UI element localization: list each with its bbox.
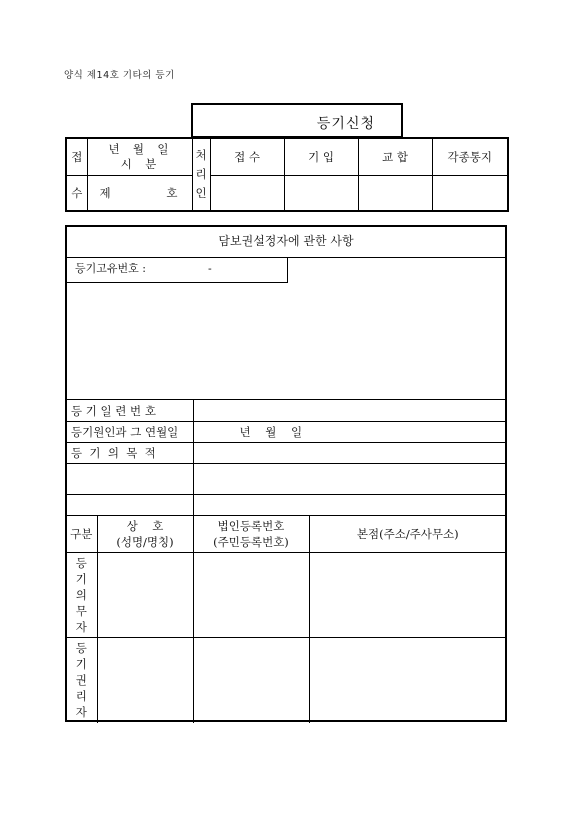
col-check: 교 합 xyxy=(358,138,432,175)
serial-number-field[interactable] xyxy=(193,400,506,422)
obligor-label xyxy=(66,553,97,638)
reception-datetime-cell xyxy=(87,138,192,175)
reception-number-suffix: 호 xyxy=(166,185,178,200)
registration-table xyxy=(66,399,506,516)
reception-field[interactable] xyxy=(210,175,284,211)
col-regno-bottom: (주민등록번호) xyxy=(213,535,289,549)
processor-label xyxy=(192,138,210,211)
col-regno xyxy=(193,516,309,553)
extra-label-1 xyxy=(66,464,193,495)
col-entry: 기 입 xyxy=(284,138,358,175)
col-address: 본점(주소/주사무소) xyxy=(309,516,506,553)
reception-number-label: 제 xyxy=(99,185,111,200)
obligor-char: 의 xyxy=(75,588,87,602)
party-table xyxy=(66,515,506,723)
obligor-char: 자 xyxy=(75,620,87,634)
col-name-top: 상 호 xyxy=(126,519,164,533)
cause-date-value: 년 월 일 xyxy=(239,425,303,439)
main-form xyxy=(65,225,507,722)
reception-number-cell xyxy=(87,175,192,211)
processor-char: 리 xyxy=(195,167,207,181)
title-box xyxy=(191,103,403,137)
holder-char: 자 xyxy=(75,705,87,720)
entry-field[interactable] xyxy=(284,175,358,211)
reception-label-top: 접 xyxy=(66,138,87,175)
obligor-regno-field[interactable] xyxy=(193,553,309,638)
serial-number-label: 등 기 일 련 번 호 xyxy=(66,400,193,422)
holder-label xyxy=(66,638,97,723)
section-header: 담보권설정자에 관한 사항 xyxy=(67,227,505,258)
reception-table xyxy=(65,137,509,212)
unique-number-dash: - xyxy=(208,262,212,275)
holder-address-field[interactable] xyxy=(309,638,506,723)
reception-label-bottom: 수 xyxy=(66,175,87,211)
obligor-address-field[interactable] xyxy=(309,553,506,638)
col-regno-top: 법인등록번호 xyxy=(217,519,285,533)
extra-field-2[interactable] xyxy=(193,495,506,516)
notices-field[interactable] xyxy=(432,175,508,211)
holder-char: 기 xyxy=(75,657,87,672)
col-notices: 각종통지 xyxy=(432,138,508,175)
processor-char: 처 xyxy=(195,148,207,162)
page-title: 등기신청 xyxy=(316,116,375,132)
holder-char: 리 xyxy=(75,689,87,704)
holder-char: 권 xyxy=(75,673,87,688)
holder-regno-field[interactable] xyxy=(193,638,309,723)
purpose-label: 등 기 의 목 적 xyxy=(66,443,193,464)
reception-time: 시 분 xyxy=(120,156,159,171)
col-category: 구분 xyxy=(66,516,97,553)
cause-date-label: 등기원인과 그 연월일 xyxy=(66,422,193,443)
purpose-field[interactable] xyxy=(193,443,506,464)
check-field[interactable] xyxy=(358,175,432,211)
extra-label-2 xyxy=(66,495,193,516)
cause-date-field[interactable] xyxy=(193,422,506,443)
extra-field-1[interactable] xyxy=(193,464,506,495)
obligor-char: 기 xyxy=(75,572,87,586)
obligor-name-field[interactable] xyxy=(97,553,193,638)
holder-name-field[interactable] xyxy=(97,638,193,723)
reception-date: 년 월 일 xyxy=(108,141,171,156)
col-reception: 접 수 xyxy=(210,138,284,175)
col-name-bottom: (성명/명칭) xyxy=(116,535,174,549)
processor-char: 인 xyxy=(195,186,207,200)
holder-char: 등 xyxy=(75,641,87,656)
obligor-char: 등 xyxy=(75,556,87,570)
unique-number-box xyxy=(67,257,288,283)
unique-number-label: 등기고유번호 : xyxy=(75,262,146,275)
form-number: 양식 제14호 기타의 등기 xyxy=(64,70,175,81)
obligor-char: 무 xyxy=(75,604,87,618)
col-name xyxy=(97,516,193,553)
